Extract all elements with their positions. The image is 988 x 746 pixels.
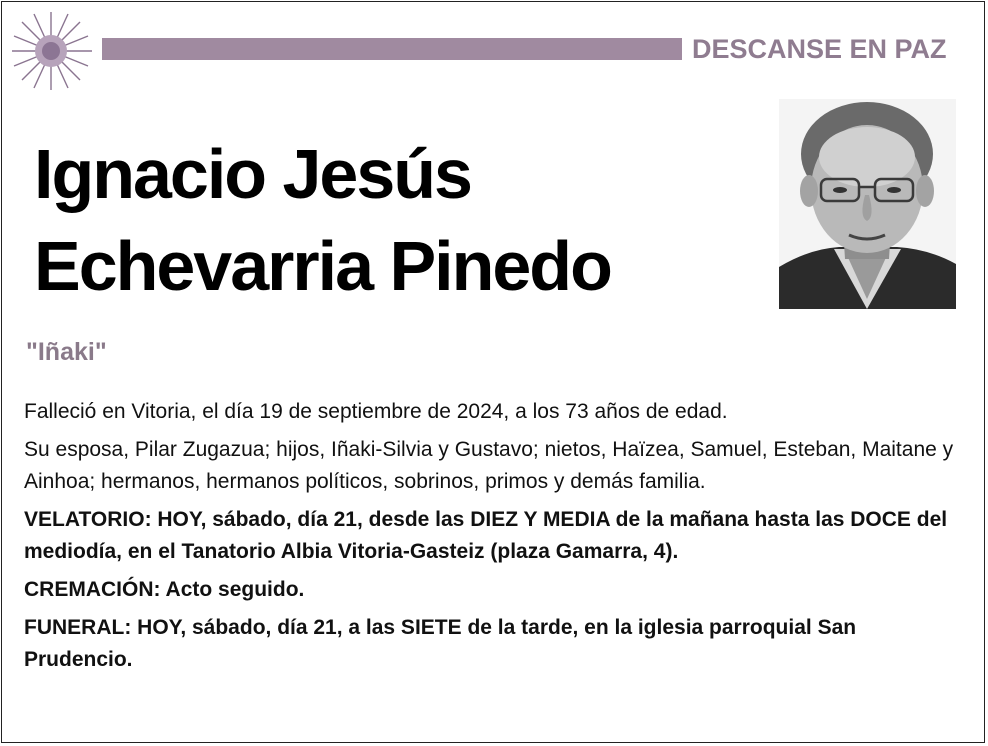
header-bar xyxy=(102,38,682,60)
nickname: "Iñaki" xyxy=(26,338,107,366)
name-line-2: Echevarria Pinedo xyxy=(34,227,611,305)
family-list: Su esposa, Pilar Zugazua; hijos, Iñaki-Silvia y Gustavo; nietos, Haïzea, Samuel, Esteban, Maitane y Ainhoa; hermanos, hermanos políticos, sobrinos, primos y demás familia. xyxy=(24,438,954,493)
notice-body xyxy=(24,396,968,682)
portrait-photo xyxy=(779,99,956,309)
death-announcement: Falleció en Vitoria, el día 19 de septiembre de 2024, a los 73 años de edad. xyxy=(24,400,728,423)
header-label: DESCANSE EN PAZ xyxy=(692,34,947,64)
thistle-flower-icon xyxy=(6,8,96,94)
deceased-name xyxy=(34,128,774,312)
cremation-info: CREMACIÓN: Acto seguido. xyxy=(24,578,305,601)
wake-info: VELATORIO: HOY, sábado, día 21, desde las DIEZ Y MEDIA de la mañana hasta las DOCE del mediodía, en el Tanatorio Albia Vitoria-Gasteiz (plaza Gamarra, 4). xyxy=(24,508,948,563)
funeral-info: FUNERAL: HOY, sábado, día 21, a las SIETE de la tarde, en la iglesia parroquial San Prudencio. xyxy=(24,616,857,671)
name-line-1: Ignacio Jesús xyxy=(34,135,471,213)
